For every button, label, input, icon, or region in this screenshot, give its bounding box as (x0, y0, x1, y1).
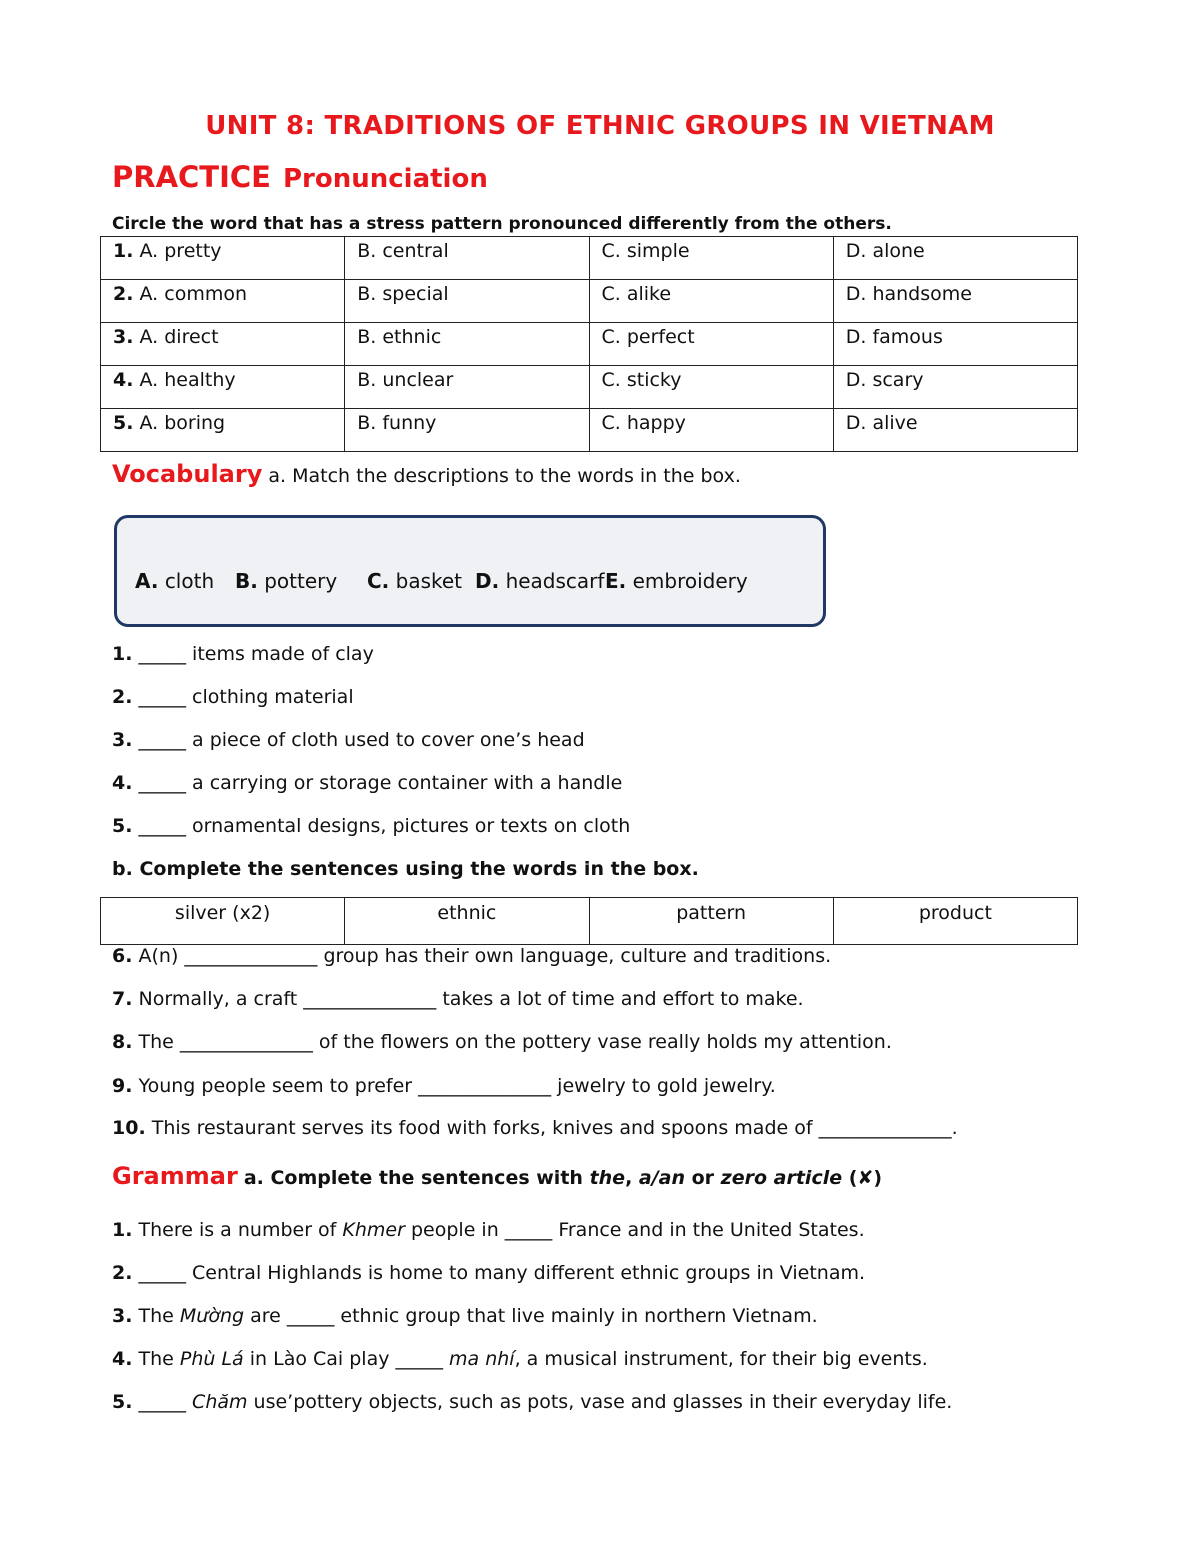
question-number: 5. (113, 412, 134, 434)
grammar-item: 3. The Mường are _____ ethnic group that live mainly in northern Vietnam. (112, 1305, 818, 1327)
list-item: 1. _____ items made of clay (112, 643, 374, 665)
pronunciation-table (100, 236, 1078, 452)
question-number: 2. (113, 283, 134, 305)
box-word: B. pottery (235, 569, 338, 593)
grammar-item: 2. _____ Central Highlands is home to many different ethnic groups in Vietnam. (112, 1262, 866, 1284)
option-b: B. central (357, 240, 449, 262)
option-c: C. alike (601, 283, 672, 305)
option-c: C. perfect (601, 326, 695, 348)
option-c: C. happy (601, 412, 686, 434)
word-cell: silver (x2) (101, 898, 345, 945)
list-item: 2. _____ clothing material (112, 686, 354, 708)
grammar-item: 1. There is a number of Khmer people in _____ France and in the United States. (112, 1219, 865, 1241)
table-row (101, 366, 1078, 409)
grammar-item: 5. _____ Chăm use’pottery objects, such as pots, vase and glasses in their everyday life. (112, 1391, 953, 1413)
question-number: 3. (113, 326, 134, 348)
practice-heading (112, 160, 488, 194)
word-cell: product (833, 898, 1077, 945)
box-word: D. headscarf (475, 569, 605, 593)
option-d: D. alone (845, 240, 925, 262)
option-d: D. famous (845, 326, 943, 348)
table-row (101, 898, 1078, 945)
box-word: E. embroidery (605, 569, 748, 593)
option-b: B. ethnic (357, 326, 442, 348)
practice-label: PRACTICE (112, 160, 271, 194)
pronunciation-instruction: Circle the word that has a stress pattern pronounced differently from the others. (112, 214, 892, 234)
grammar-heading: Grammar (112, 1162, 238, 1190)
option-a: A. direct (139, 326, 219, 348)
sentence-item: 9. Young people seem to prefer ______________ jewelry to gold jewelry. (112, 1075, 776, 1097)
list-item: 5. _____ ornamental designs, pictures or texts on cloth (112, 815, 631, 837)
word-cell: ethnic (345, 898, 589, 945)
word-box (114, 515, 826, 627)
option-a: A. boring (139, 412, 226, 434)
option-b: B. special (357, 283, 449, 305)
grammar-heading-line (112, 1162, 882, 1190)
vocabulary-instruction-a: a. Match the descriptions to the words in the box. (268, 465, 741, 487)
list-item: 4. _____ a carrying or storage container with a handle (112, 772, 623, 794)
option-d: D. alive (845, 412, 918, 434)
word-cell: pattern (589, 898, 833, 945)
option-b: B. funny (357, 412, 437, 434)
page-title: UNIT 8: TRADITIONS OF ETHNIC GROUPS IN VIETNAM (205, 111, 995, 141)
question-number: 1. (113, 240, 134, 262)
option-a: A. healthy (139, 369, 236, 391)
box-word: A. cloth (135, 569, 215, 593)
vocabulary-instruction-b: b. Complete the sentences using the words in the box. (112, 858, 699, 880)
option-c: C. simple (601, 240, 690, 262)
list-item: 3. _____ a piece of cloth used to cover one’s head (112, 729, 585, 751)
option-a: A. pretty (139, 240, 222, 262)
table-row (101, 409, 1078, 452)
grammar-item: 4. The Phù Lá in Lào Cai play _____ ma nhí, a musical instrument, for their big events. (112, 1348, 928, 1370)
sentence-item: 6. A(n) ______________ group has their own language, culture and traditions. (112, 945, 832, 967)
table-row (101, 280, 1078, 323)
table-row (101, 237, 1078, 280)
vocabulary-heading: Vocabulary (112, 460, 263, 488)
pronunciation-label: Pronunciation (282, 164, 488, 194)
option-a: A. common (139, 283, 247, 305)
option-b: B. unclear (357, 369, 454, 391)
table-row (101, 323, 1078, 366)
option-d: D. handsome (845, 283, 972, 305)
option-c: C. sticky (601, 369, 682, 391)
box-word: C. basket (367, 569, 463, 593)
grammar-instruction: a. Complete the sentences with the, a/an or zero article (✘) (243, 1167, 883, 1189)
sentence-item: 10. This restaurant serves its food with forks, knives and spoons made of ______________. (112, 1117, 958, 1139)
sentence-item: 8. The ______________ of the flowers on the pottery vase really holds my attention. (112, 1031, 892, 1053)
word-table (100, 897, 1078, 945)
question-number: 4. (113, 369, 134, 391)
sentence-item: 7. Normally, a craft ______________ takes a lot of time and effort to make. (112, 988, 804, 1010)
option-d: D. scary (845, 369, 924, 391)
vocabulary-heading-line (112, 460, 741, 488)
